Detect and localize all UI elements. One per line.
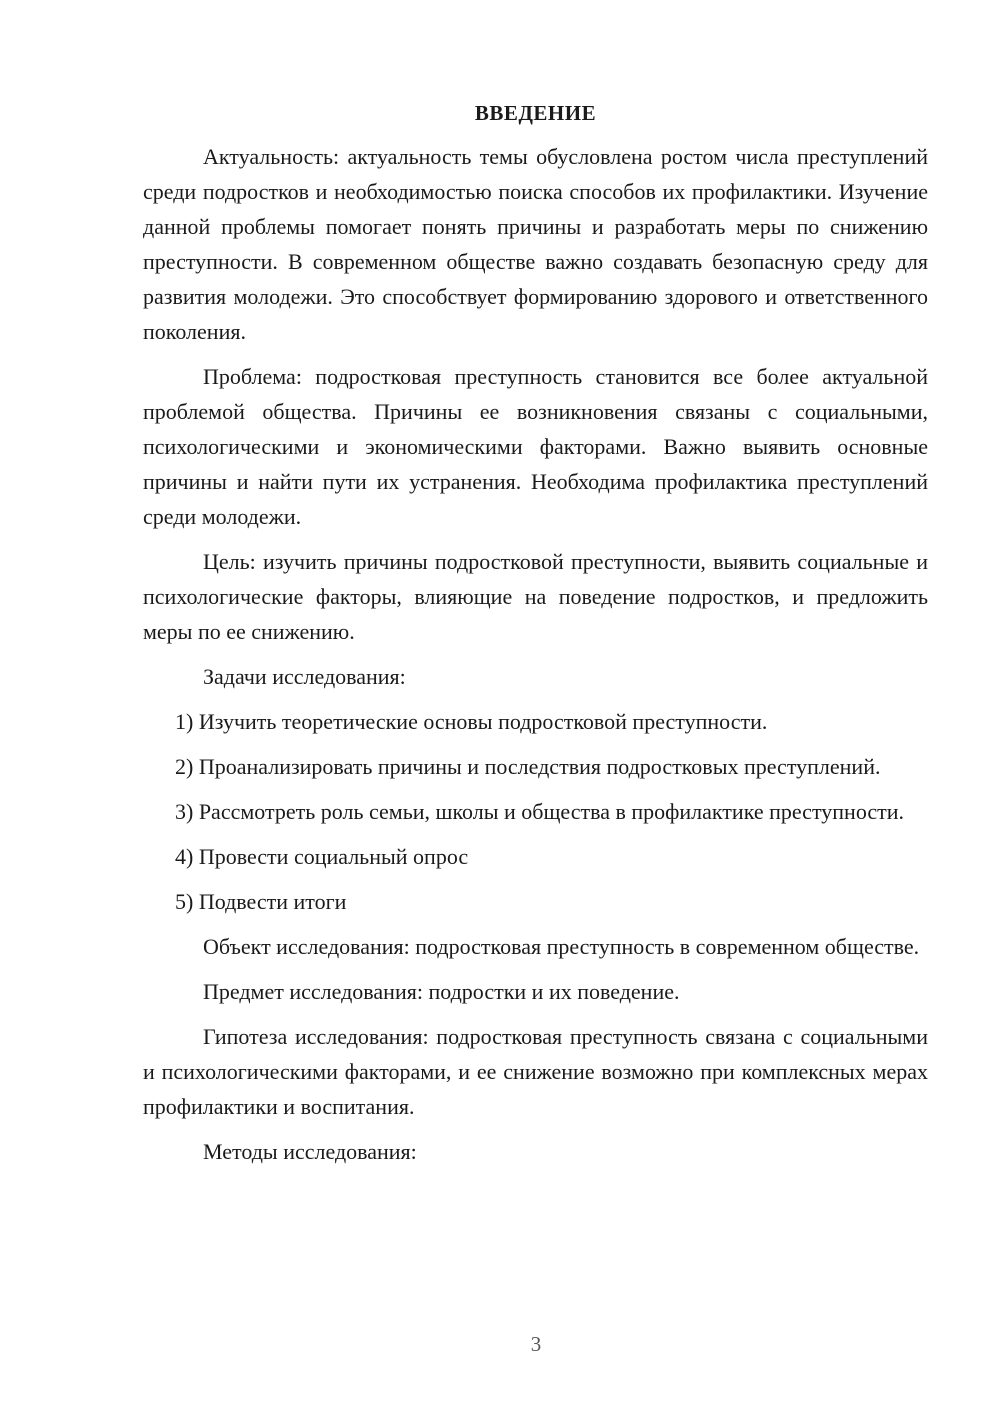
paragraph-subject: Предмет исследования: подростки и их поведение. [203,979,680,1004]
document-page [143,96,928,1179]
page-number: 3 [530,1332,542,1356]
task-item-1: 1) Изучить теоретические основы подростковой преступности. [175,709,768,734]
task-item-5: 5) Подвести итоги [175,889,347,914]
task-item-2: 2) Проанализировать причины и последствия подростковых преступлений. [175,754,881,779]
task-item-4: 4) Провести социальный опрос [175,844,469,869]
section-title: ВВЕДЕНИЕ [474,101,597,125]
paragraph-object: Объект исследования: подростковая преступность в современном обществе. [203,934,920,959]
paragraph-tasks-heading: Задачи исследования: [203,664,406,689]
task-item-3: 3) Рассмотреть роль семьи, школы и общества в профилактике преступности. [175,799,905,824]
paragraph-methods-heading: Методы исследования: [203,1139,417,1164]
paragraph-hypothesis: Гипотеза исследования: подростковая преступность связана с социальными и психологическими факторами, и ее снижение возможно при комплексных мерах профилактики и воспитания. [143,1024,928,1119]
paragraph-goal: Цель: изучить причины подростковой преступности, выявить социальные и психологические факторы, влияющие на поведение подростков, и предложить меры по ее снижению. [143,549,928,644]
paragraph-relevance: Актуальность: актуальность темы обусловлена ростом числа преступлений среди подростков и необходимостью поиска способов их профилактики. Изучение данной проблемы помогает понять причины и разработать меры по снижению преступности. В современном обществе важно создавать безопасную среду для развития молодежи. Это способствует формированию здорового и ответственного поколения. [143,144,928,344]
paragraph-problem: Проблема: подростковая преступность становится все более актуальной проблемой общества. Причины ее возникновения связаны с социальными, психологическими и экономическими факторами. Важно выявить основные причины и найти пути их устранения. Необходима профилактика преступлений среди молодежи. [143,364,928,529]
